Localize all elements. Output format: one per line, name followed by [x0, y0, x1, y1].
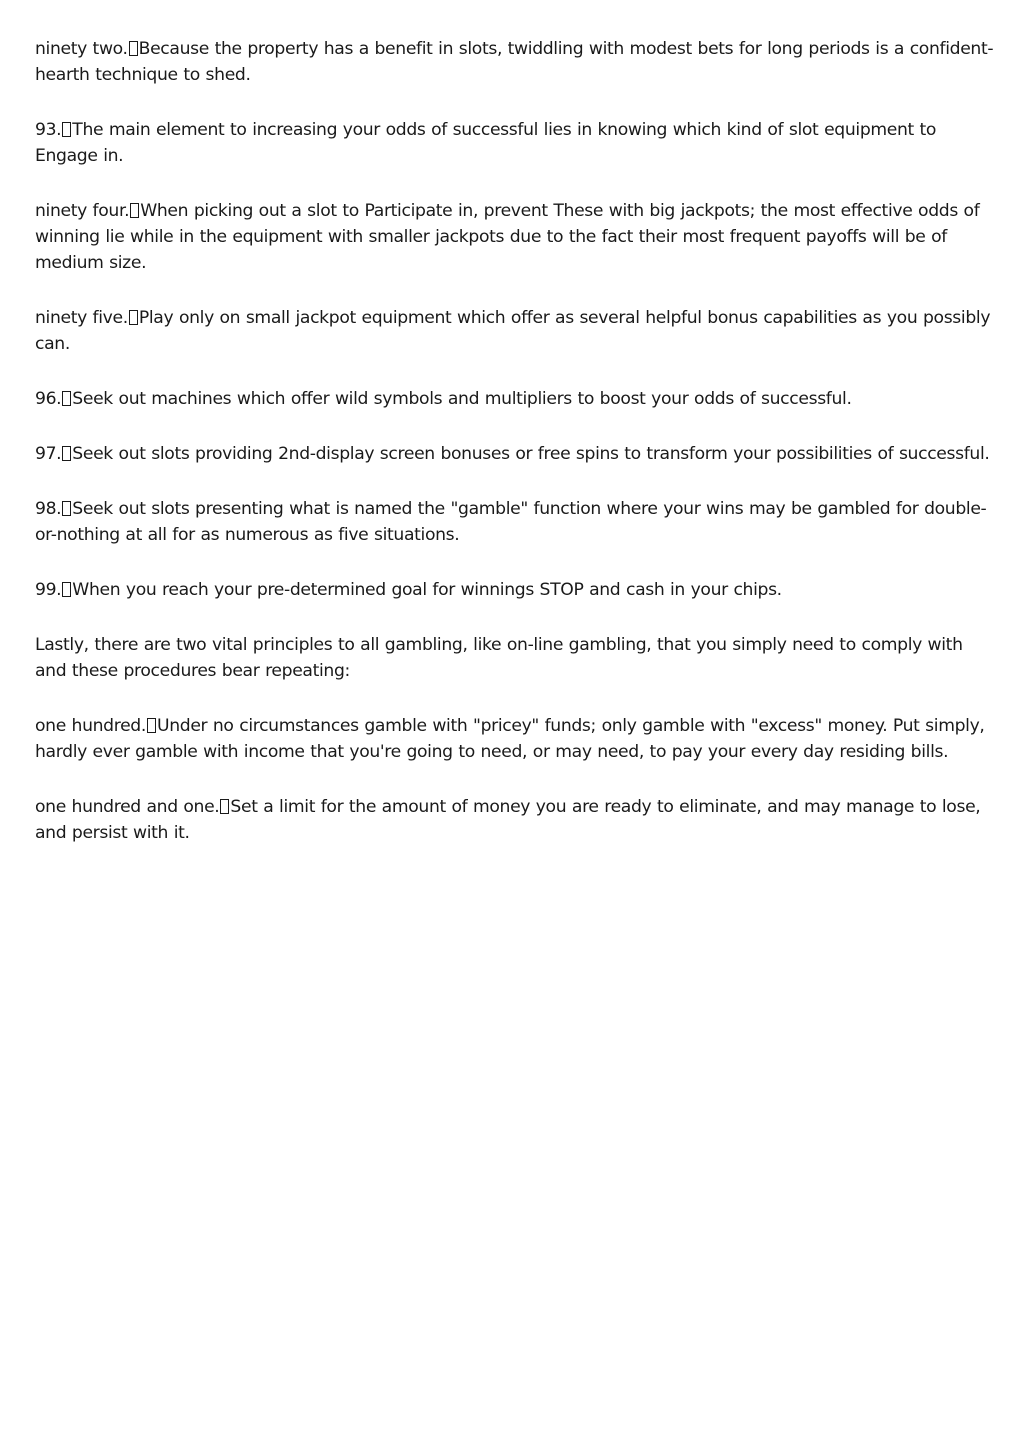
- missing-glyph-icon: [130, 203, 139, 218]
- paragraph-92: [35, 36, 995, 88]
- item-lead-word: Play: [138, 308, 174, 328]
- item-lead-word: Seek: [72, 444, 113, 464]
- item-lead-word: Seek: [72, 499, 113, 519]
- item-text: only on small jackpot equipment which offer as several helpful bonus capabilities as you possibly can.: [35, 308, 991, 354]
- item-lead-word: Because: [138, 39, 209, 59]
- missing-glyph-icon: [129, 310, 138, 325]
- item-text: a limit for the amount of money you are ready to eliminate, and may manage to lose, and persist with it.: [35, 797, 981, 843]
- item-number: 96.: [35, 389, 62, 409]
- item-number: ninety two.: [35, 39, 128, 59]
- paragraph-98: [35, 496, 995, 548]
- missing-glyph-icon: [62, 501, 71, 516]
- item-lead-word: Under: [156, 716, 208, 736]
- paragraph-101: [35, 794, 995, 846]
- item-text: picking out a slot to Participate in, prevent These with big jackpots; the most effective odds of winning lie while in the equipment with smaller jackpots due to the fact their most frequent payoffs will be of medium size.: [35, 201, 980, 273]
- missing-glyph-icon: [62, 122, 71, 137]
- paragraph-96: [35, 386, 995, 412]
- document-page: [35, 36, 995, 875]
- item-lead-word: Seek: [72, 389, 113, 409]
- missing-glyph-icon: [62, 582, 71, 597]
- item-text: out slots presenting what is named the "gamble" function where your wins may be gambled for double-or-nothing at all for as numerous as five situations.: [35, 499, 987, 545]
- item-number: one hundred and one.: [35, 797, 220, 817]
- item-number: 98.: [35, 499, 62, 519]
- paragraph-93: [35, 117, 995, 169]
- item-lead-word: Set: [230, 797, 258, 817]
- paragraph-text: Lastly, there are two vital principles to all gambling, like on-line gambling, that you simply need to comply with and these procedures bear repeating:: [35, 635, 963, 681]
- item-text: the property has a benefit in slots, twiddling with modest bets for long periods is a confident-hearth technique to shed.: [35, 39, 994, 85]
- item-lead-word: When: [140, 201, 189, 221]
- item-number: 93.: [35, 120, 62, 140]
- item-lead-word: When: [72, 580, 121, 600]
- paragraph-94: [35, 198, 995, 276]
- item-text: you reach your pre-determined goal for winnings STOP and cash in your chips.: [125, 580, 782, 600]
- missing-glyph-icon: [62, 446, 71, 461]
- paragraph-95: [35, 305, 995, 357]
- item-number: 99.: [35, 580, 62, 600]
- missing-glyph-icon: [147, 718, 156, 733]
- item-text: out slots providing 2nd-display screen bonuses or free spins to transform your possibilities of successful.: [118, 444, 990, 464]
- item-lead-word: The: [72, 120, 104, 140]
- missing-glyph-icon: [129, 41, 138, 56]
- item-text: main element to increasing your odds of successful lies in knowing which kind of slot equipment to Engage in.: [35, 120, 937, 166]
- paragraph-99: [35, 577, 995, 603]
- paragraph-97: [35, 441, 995, 467]
- missing-glyph-icon: [220, 799, 229, 814]
- missing-glyph-icon: [62, 391, 71, 406]
- item-text: out machines which offer wild symbols and multipliers to boost your odds of successful.: [118, 389, 852, 409]
- item-number: 97.: [35, 444, 62, 464]
- item-text: no circumstances gamble with "pricey" funds; only gamble with "excess" money. Put simply, hardly ever gamble with income that you're going to need, or may need, to pay your every day residing bills.: [35, 716, 985, 762]
- paragraph-principles-intro: [35, 632, 995, 684]
- paragraph-100: [35, 713, 995, 765]
- item-number: ninety four.: [35, 201, 130, 221]
- item-number: ninety five.: [35, 308, 128, 328]
- item-number: one hundred.: [35, 716, 146, 736]
